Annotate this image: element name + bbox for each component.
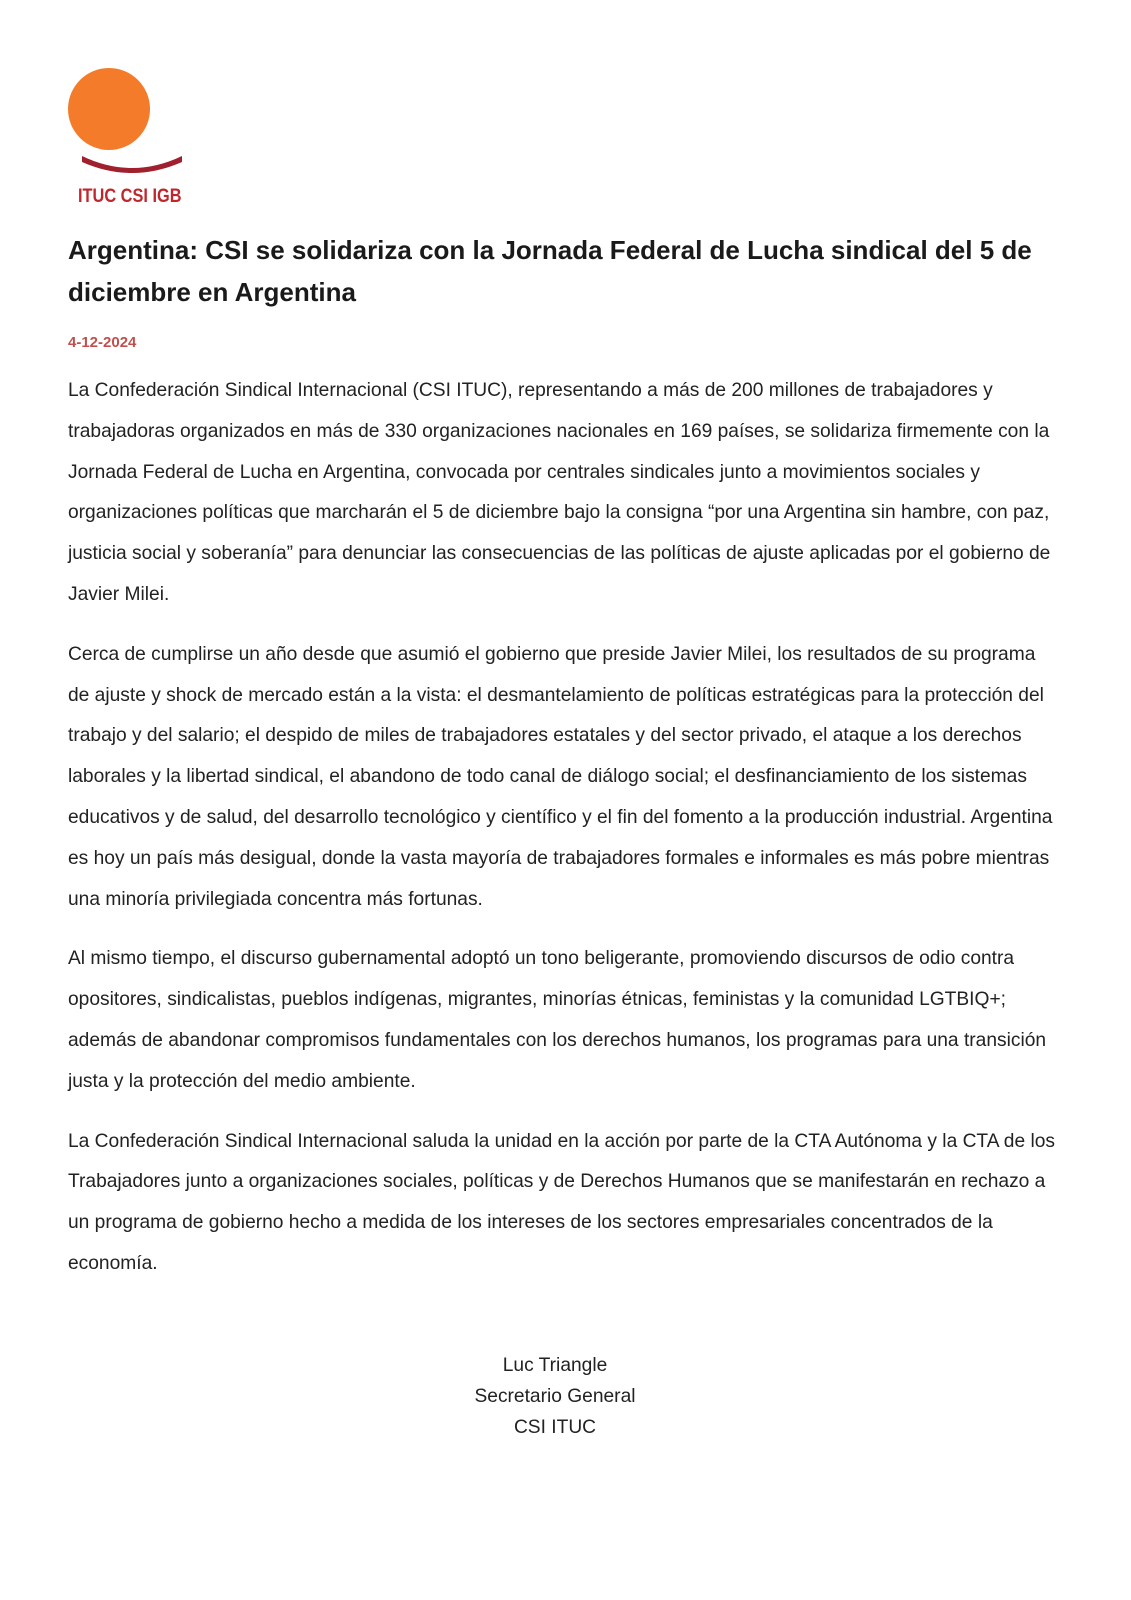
article-date: 4-12-2024 (68, 334, 137, 351)
article-body (68, 371, 1058, 1304)
paragraph-2: Cerca de cumplirse un año desde que asumió el gobierno que preside Javier Milei, los resultados de su programa de ajuste y shock de mercado están a la vista: el desmantelamiento de políticas estratégicas para la protección del trabajo y del salario; el despido de miles de trabajadores estatales y del sector privado, el ataque a los derechos laborales y la libertad sindical, el abandono de todo canal de diálogo social; el desfinanciamiento de los sistemas educativos y de salud, del desarrollo tecnológico y científico y el fin del fomento a la producción industrial. Argentina es hoy un país más desigual, donde la vasta mayoría de trabajadores formales e informales es más pobre mientras una minoría privilegiada concentra más fortunas. (68, 643, 1053, 910)
paragraph-4: La Confederación Sindical Internacional saluda la unidad en la acción por parte de la CTA Autónoma y la CTA de los Trabajadores junto a organizaciones sociales, políticas y de Derechos Humanos que se manifestarán en rechazo a un programa de gobierno hecho a medida de los intereses de los sectores empresariales concentrados de la economía. (68, 1130, 1055, 1274)
signatory-name: Luc Triangle (502, 1355, 608, 1376)
signature-block (0, 1350, 1110, 1443)
signatory-role: Secretario General (474, 1386, 636, 1407)
paragraph-3: Al mismo tiempo, el discurso gubernamental adoptó un tono beligerante, promoviendo discursos de odio contra opositores, sindicalistas, pueblos indígenas, migrantes, minorías étnicas, feministas y la comunidad LGTBIQ+; además de abandonar compromisos fundamentales con los derechos humanos, los programas para una transición justa y la protección del medio ambiente. (68, 948, 1047, 1092)
paragraph-1: La Confederación Sindical Internacional (CSI ITUC), representando a más de 200 millones de trabajadores y trabajadoras organizados en más de 330 organizaciones nacionales en 169 países, se solidariza firmemente con la Jornada Federal de Lucha en Argentina, convocada por centrales sindicales junto a movimientos sociales y organizaciones políticas que marcharán el 5 de diciembre bajo la consigna “por una Argentina sin hambre, con paz, justicia social y soberanía” para denunciar las consecuencias de las políticas de ajuste aplicadas por el gobierno de Javier Milei. (68, 380, 1051, 605)
ituc-logo (66, 66, 190, 216)
logo-text: ITUC CSI IGB (78, 186, 182, 207)
article-title: Argentina: CSI se solidariza con la Jornada Federal de Lucha sindical del 5 de diciembre en Argentina (68, 235, 1032, 307)
logo-sun-circle (68, 68, 150, 150)
signatory-organization: CSI ITUC (513, 1417, 597, 1438)
logo-arc (80, 152, 184, 176)
